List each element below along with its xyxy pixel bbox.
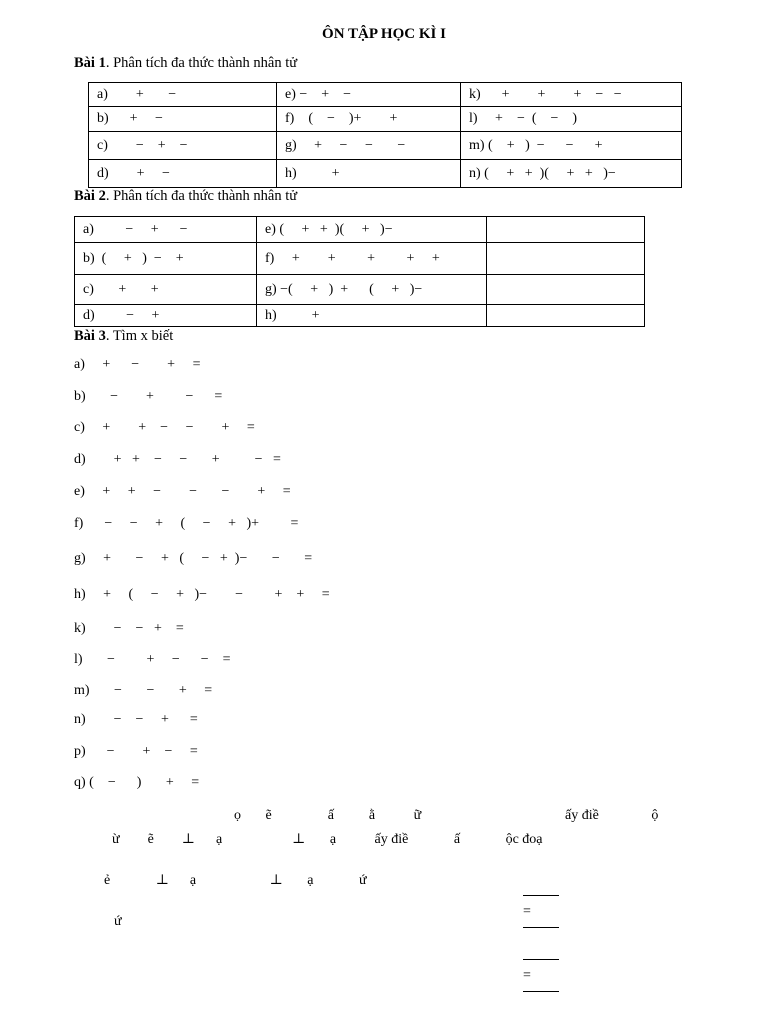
exercise-3-heading (74, 328, 173, 345)
ex3-item-n: n) − − + = (74, 712, 198, 727)
exercise-2-label: Bài 2 (74, 188, 106, 204)
ex3-item-g: g) + − + ( − + )− − = (74, 551, 313, 566)
exercise-2-heading (74, 188, 297, 205)
ex2-cell-empty (487, 217, 645, 243)
ex1-cell-k: k) + + + − − (461, 83, 682, 107)
ex2-cell-empty (487, 243, 645, 275)
fraction-bar (523, 927, 559, 928)
exercise-1-label: Bài 1 (74, 55, 106, 71)
ex2-cell-empty (487, 305, 645, 327)
exercise-1-text: . Phân tích đa thức thành nhân tử (105, 55, 298, 71)
ex3-item-a: a) + − + = (74, 357, 201, 372)
footer-line-2: ừ ẽ ⊥ ạ ⊥ ạ ấy điề ấ ộc đoạ (112, 832, 543, 847)
footer-line-1b: ấy điề ộ (565, 808, 659, 823)
ex1-cell-c: c) − + − (89, 132, 277, 160)
ex1-cell-e: e) − + − (277, 83, 461, 107)
footer-line-1a: ọ ẽ ấ ằ ữ (234, 808, 422, 823)
exercise-2-text: . Phân tích đa thức thành nhân tử (105, 188, 298, 204)
ex1-cell-f: f) ( − )+ + (277, 107, 461, 132)
exercise-2-table (74, 216, 645, 327)
ex3-item-q: q) ( − ) + = (74, 775, 200, 790)
equals-sign: = (523, 904, 531, 919)
footer-line-4: ứ (114, 914, 122, 929)
ex2-cell-f: f) + + + + + (257, 243, 487, 275)
ex1-cell-n: n) ( + + )( + + )− (461, 160, 682, 188)
ex2-cell-g: g) −( + ) + ( + )− (257, 275, 487, 305)
ex2-cell-h: h) + (257, 305, 487, 327)
ex2-cell-c: c) + + (75, 275, 257, 305)
ex2-cell-d: d) − + (75, 305, 257, 327)
exercise-1-table (88, 82, 682, 188)
fraction-bar (523, 991, 559, 992)
ex3-item-d: d) + + − − + − = (74, 452, 281, 467)
ex1-cell-m: m) ( + ) − − + (461, 132, 682, 160)
ex2-cell-a: a) − + − (75, 217, 257, 243)
ex3-item-c: c) + + − − + = (74, 420, 255, 435)
exercise-3-label: Bài 3 (74, 328, 106, 344)
ex2-cell-b: b) ( + ) − + (75, 243, 257, 275)
footer-line-3: ẻ ⊥ ạ ⊥ ạ ứ (104, 873, 367, 888)
ex3-item-f: f) − − + ( − + )+ = (74, 516, 299, 531)
ex3-item-h: h) + ( − + )− − + + = (74, 587, 330, 602)
ex1-cell-h: h) + (277, 160, 461, 188)
ex3-item-k: k) − − + = (74, 621, 184, 636)
equals-sign: = (523, 968, 531, 983)
ex1-cell-d: d) + − (89, 160, 277, 188)
ex2-cell-empty (487, 275, 645, 305)
ex3-item-l: l) − + − − = (74, 652, 231, 667)
ex3-item-e: e) + + − − − + = (74, 484, 291, 499)
footer-fraction-equation (516, 872, 559, 1000)
exercise-1-heading (74, 55, 297, 72)
ex3-item-m: m) − − + = (74, 683, 213, 698)
exercise-3-text: . Tìm x biết (105, 328, 174, 344)
ex1-cell-l: l) + − ( − ) (461, 107, 682, 132)
fraction-bar (523, 959, 559, 960)
ex1-cell-b: b) + − (89, 107, 277, 132)
ex1-cell-a: a) + − (89, 83, 277, 107)
ex1-cell-g: g) + − − − (277, 132, 461, 160)
ex2-cell-e: e) ( + + )( + )− (257, 217, 487, 243)
fraction-bar (523, 895, 559, 896)
ex3-item-b: b) − + − = (74, 389, 223, 404)
ex3-item-p: p) − + − = (74, 744, 198, 759)
page-title: ÔN TẬP HỌC KÌ I (322, 26, 446, 42)
